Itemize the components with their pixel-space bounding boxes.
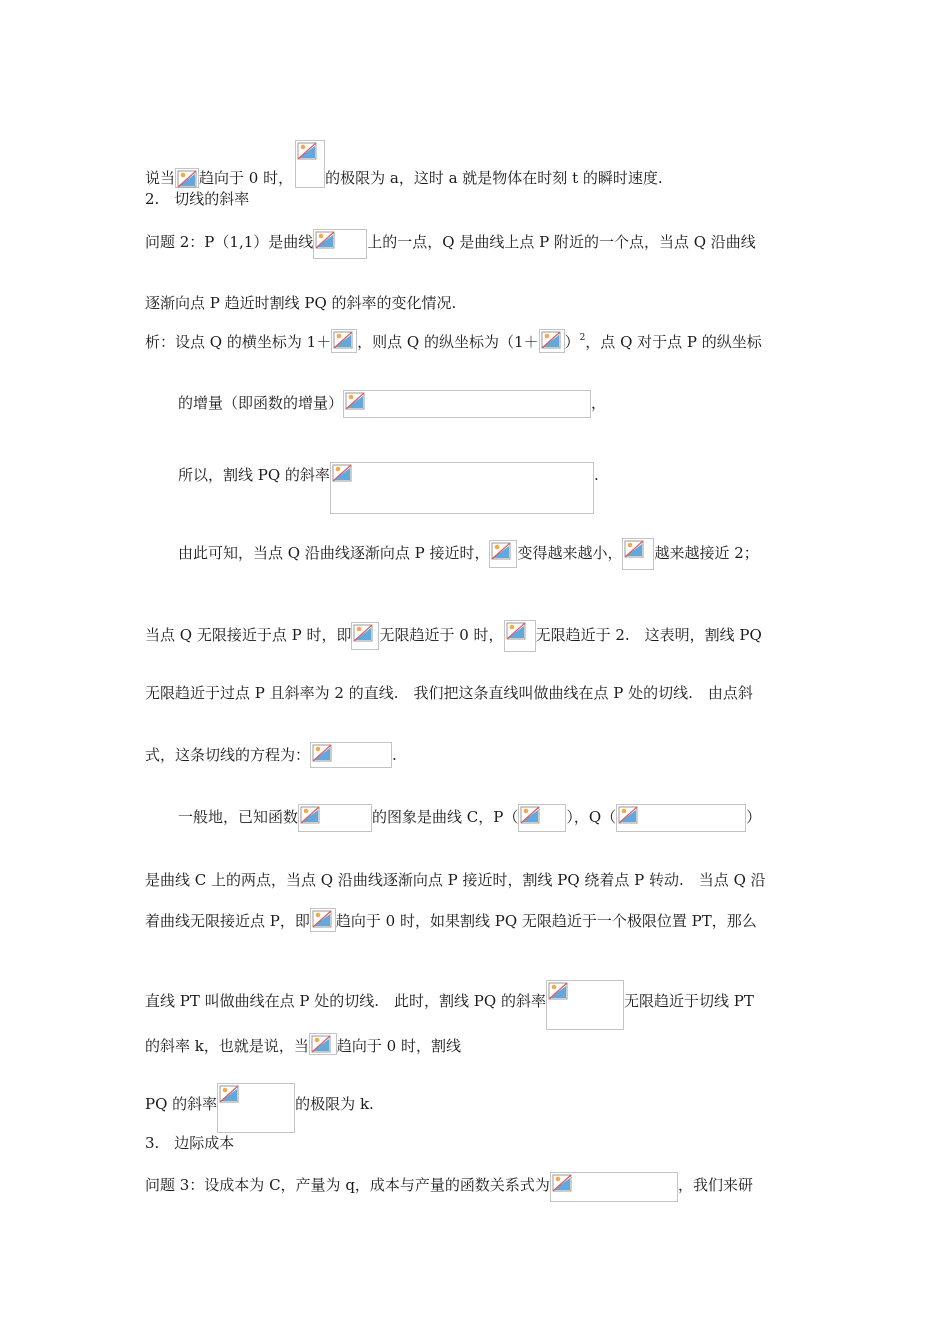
formula-image — [310, 742, 392, 768]
text: 由此可知，当点 Q 沿曲线逐渐向点 P 接近时， — [178, 544, 490, 562]
text: 变得越来越小， — [517, 544, 623, 562]
text-line-4: 逐渐向点 P 趋近时割线 PQ 的斜率的变化情况. — [145, 294, 457, 312]
text: ） — [746, 808, 762, 826]
text-line-19 — [145, 1172, 753, 1202]
text: 的极限为 a，这时 a 就是物体在时刻 t 的瞬时速度. — [325, 169, 663, 187]
text: 越来越接近 2； — [654, 544, 759, 562]
text: 的极限为 k. — [295, 1095, 374, 1113]
text-line-5 — [145, 328, 762, 353]
formula-image — [343, 390, 591, 418]
formula-image — [217, 1083, 295, 1133]
text: 问题 3：设成本为 C，产量为 q，成本与产量的函数关系式为 — [145, 1176, 550, 1194]
text-line-8 — [178, 538, 759, 570]
text-line-13: 是曲线 C 上的两点，当点 Q 沿曲线逐渐向点 P 接近时，割线 PQ 绕着点 P 转动. 当点 Q 沿 — [145, 871, 766, 889]
text-line-17 — [145, 1083, 374, 1133]
formula-image — [330, 462, 594, 514]
text: 问题 2：P（1,1）是曲线 — [145, 233, 314, 251]
formula-image — [550, 1172, 678, 1202]
text: ， — [591, 394, 607, 412]
superscript: 2 — [579, 333, 586, 343]
text: 趋向于 0 时，如果割线 PQ 无限趋近于一个极限位置 PT，那么 — [335, 912, 757, 930]
formula-image — [518, 804, 566, 832]
section-heading-2: 2. 切线的斜率 — [145, 190, 250, 208]
text: 的增量（即函数的增量） — [178, 394, 344, 412]
text: 的斜率 k，也就是说，当 — [145, 1037, 309, 1055]
text: 直线 PT 叫做曲线在点 P 处的切线. 此时，割线 PQ 的斜率 — [145, 992, 546, 1010]
formula-image — [309, 1033, 337, 1055]
text: 析：设点 Q 的横坐标为 1＋ — [145, 333, 332, 351]
text-line-1 — [145, 140, 663, 188]
text-line-14 — [145, 908, 757, 932]
formula-image — [175, 168, 199, 188]
text: 一般地，已知函数 — [178, 808, 299, 826]
formula-image — [616, 804, 746, 832]
formula-image — [622, 538, 654, 570]
text-line-15 — [145, 980, 754, 1030]
text: 无限趋近于 0 时， — [379, 626, 504, 644]
text: ，我们来研 — [677, 1176, 753, 1194]
text: ，则点 Q 的纵坐标为（1＋ — [357, 333, 539, 351]
text-line-12 — [178, 804, 761, 832]
text: 无限趋近于切线 PT — [623, 992, 754, 1010]
text: 着曲线无限接近点 P，即 — [145, 912, 310, 930]
formula-image — [539, 329, 565, 353]
text: . — [593, 466, 599, 484]
text: 当点 Q 无限接近于点 P 时，即 — [145, 626, 352, 644]
text-line-3 — [145, 229, 756, 259]
text: ，点 Q 对于点 P 的纵坐标 — [585, 333, 762, 351]
text: 无限趋近于 2. 这表明，割线 PQ — [535, 626, 762, 644]
text: ） — [564, 333, 580, 351]
text: 趋向于 0 时，割线 — [336, 1037, 461, 1055]
text: 所以，割线 PQ 的斜率 — [178, 466, 330, 484]
formula-image — [298, 804, 372, 832]
text: ），Q（ — [566, 808, 617, 826]
section-heading-3: 3. 边际成本 — [145, 1134, 235, 1152]
formula-image — [504, 620, 536, 652]
formula-image — [313, 229, 367, 259]
text: 说当 — [145, 169, 176, 187]
formula-image — [546, 980, 624, 1030]
text: . — [392, 746, 397, 764]
text-line-7 — [178, 462, 599, 514]
formula-image — [295, 140, 325, 188]
text-line-6 — [178, 390, 606, 418]
formula-image — [331, 329, 357, 353]
text: PQ 的斜率 — [145, 1095, 218, 1113]
text: 趋向于 0 时， — [199, 169, 294, 187]
formula-image — [351, 622, 379, 650]
text: 的图象是曲线 C，P（ — [372, 808, 519, 826]
text: 上的一点，Q 是曲线上点 P 附近的一个点，当点 Q 沿曲线 — [367, 233, 756, 251]
text-line-11 — [145, 742, 397, 768]
text: 式，这条切线的方程为： — [145, 746, 311, 764]
formula-image — [310, 908, 336, 932]
formula-image — [489, 540, 517, 568]
text-line-9 — [145, 620, 762, 652]
text-line-10: 无限趋近于过点 P 且斜率为 2 的直线. 我们把这条直线叫做曲线在点 P 处的切线. 由点斜 — [145, 684, 753, 702]
text-line-16 — [145, 1033, 461, 1056]
